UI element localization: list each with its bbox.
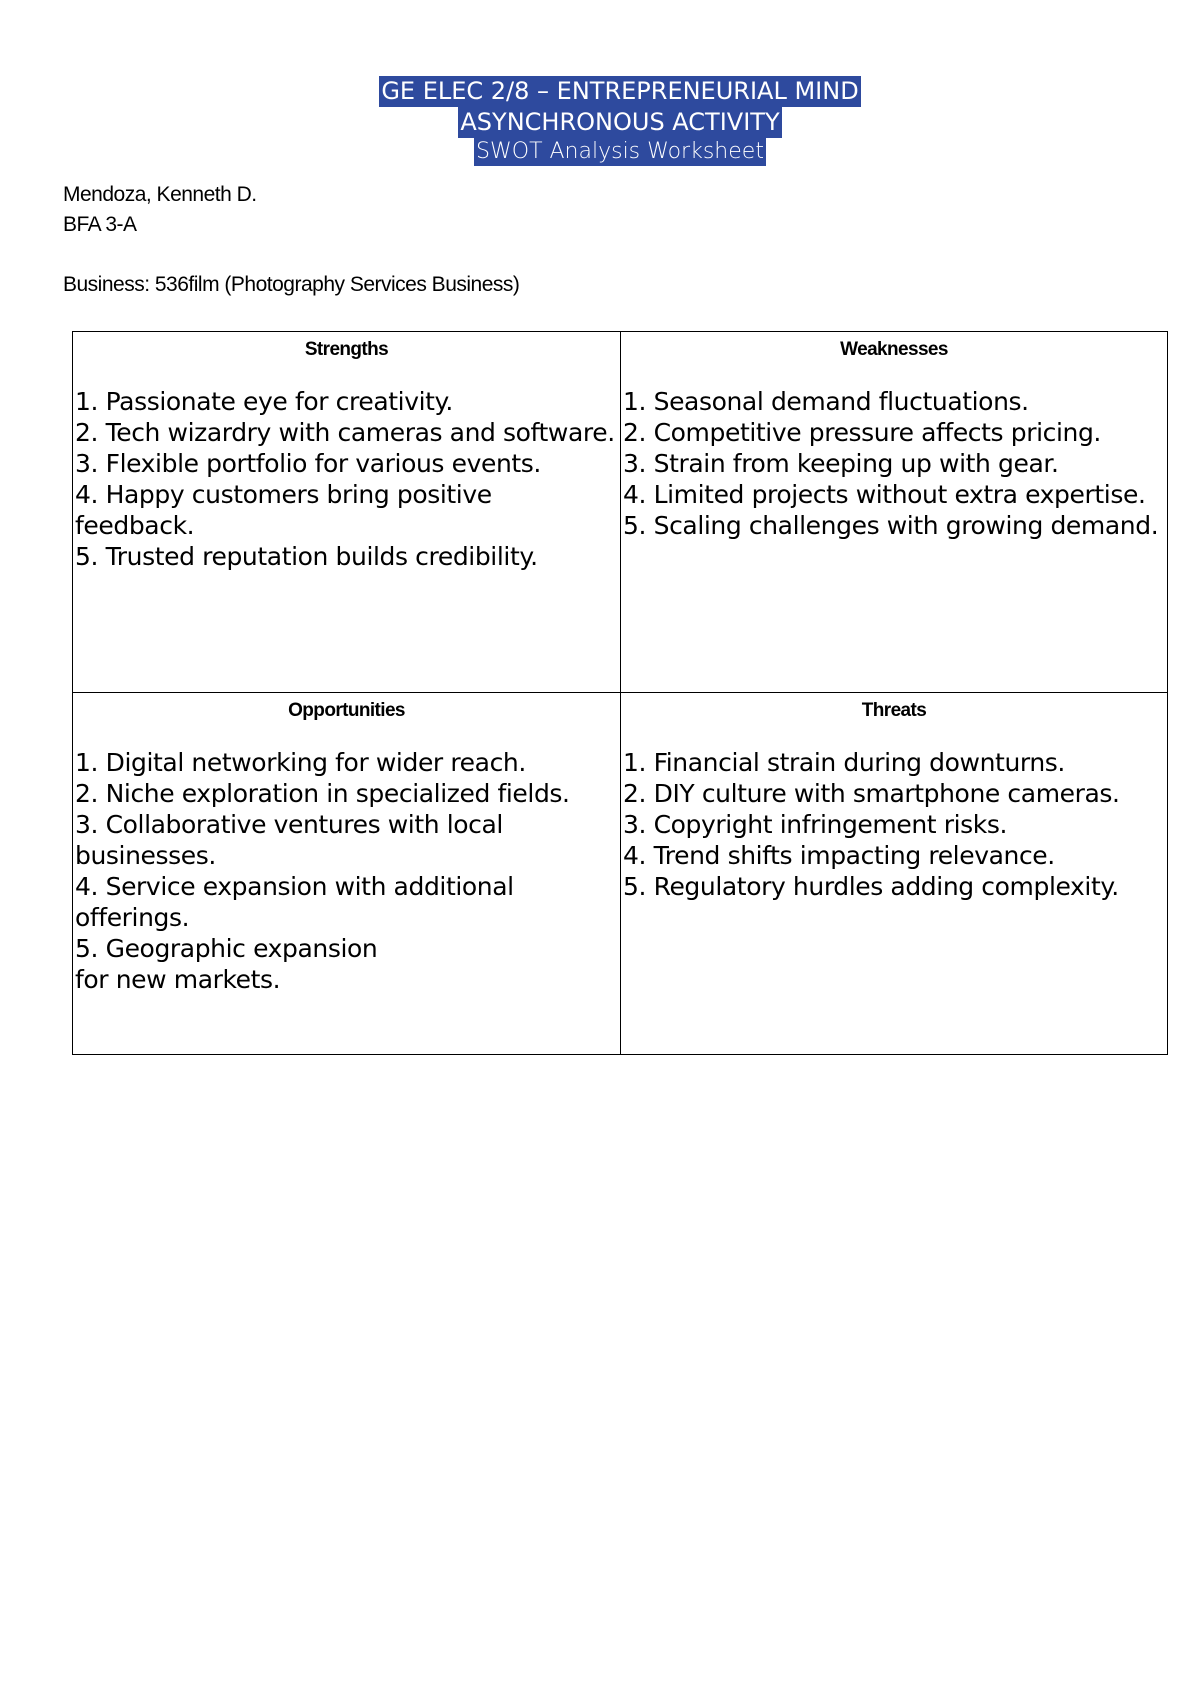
list-item: 4. Limited projects without extra expertise. (623, 480, 1146, 509)
swot-table (72, 331, 1168, 1055)
list-item: 2. Competitive pressure affects pricing. (623, 418, 1101, 447)
list-item: 3. Copyright infringement risks. (623, 810, 1008, 839)
list-item: 1. Digital networking for wider reach. (75, 748, 526, 777)
list-item: 2. DIY culture with smartphone cameras. (623, 779, 1120, 808)
list-item: 4. Happy customers bring positive feedback. (75, 480, 492, 540)
strengths-list (75, 386, 618, 572)
list-item: 3. Flexible portfolio for various events. (75, 449, 541, 478)
list-item: 1. Financial strain during downturns. (623, 748, 1065, 777)
worksheet-title: SWOT Analysis Worksheet (476, 139, 764, 164)
strengths-title: Strengths (304, 339, 389, 360)
threats-list (623, 747, 1165, 902)
list-item: 5. Trusted reputation builds credibility. (75, 542, 538, 571)
course-title: GE ELEC 2/8 – ENTREPRENEURIAL MIND (381, 77, 859, 105)
list-item: 2. Tech wizardry with cameras and software. (75, 418, 615, 447)
weaknesses-cell (621, 332, 1167, 693)
student-info (63, 180, 519, 300)
business-label: Business: 536film (Photography Services Business) (63, 273, 520, 296)
list-item: 3. Strain from keeping up with gear. (623, 449, 1059, 478)
document-header (0, 76, 1200, 166)
list-item: 1. Passionate eye for creativity. (75, 387, 453, 416)
opportunities-title: Opportunities (288, 700, 405, 721)
list-item: 4. Service expansion with additional offerings. (75, 872, 514, 932)
student-name: Mendoza, Kenneth D. (63, 183, 257, 206)
student-section: BFA 3-A (63, 213, 137, 236)
opportunities-list (75, 747, 618, 995)
list-item: 2. Niche exploration in specialized fields. (75, 779, 570, 808)
list-item: 1. Seasonal demand fluctuations. (623, 387, 1029, 416)
strengths-cell (73, 332, 621, 693)
list-item: 5. Scaling challenges with growing demand. (623, 511, 1159, 540)
list-item: 5. Geographic expansion (75, 934, 378, 963)
list-item: 3. Collaborative ventures with local businesses. (75, 810, 503, 870)
list-item: for new markets. (75, 965, 281, 994)
weaknesses-list (623, 386, 1165, 541)
threats-cell (621, 693, 1167, 1054)
opportunities-cell (73, 693, 621, 1054)
threats-title: Threats (861, 700, 927, 721)
weaknesses-title: Weaknesses (840, 339, 948, 360)
list-item: 4. Trend shifts impacting relevance. (623, 841, 1055, 870)
activity-title: ASYNCHRONOUS ACTIVITY (460, 108, 780, 136)
list-item: 5. Regulatory hurdles adding complexity. (623, 872, 1119, 901)
